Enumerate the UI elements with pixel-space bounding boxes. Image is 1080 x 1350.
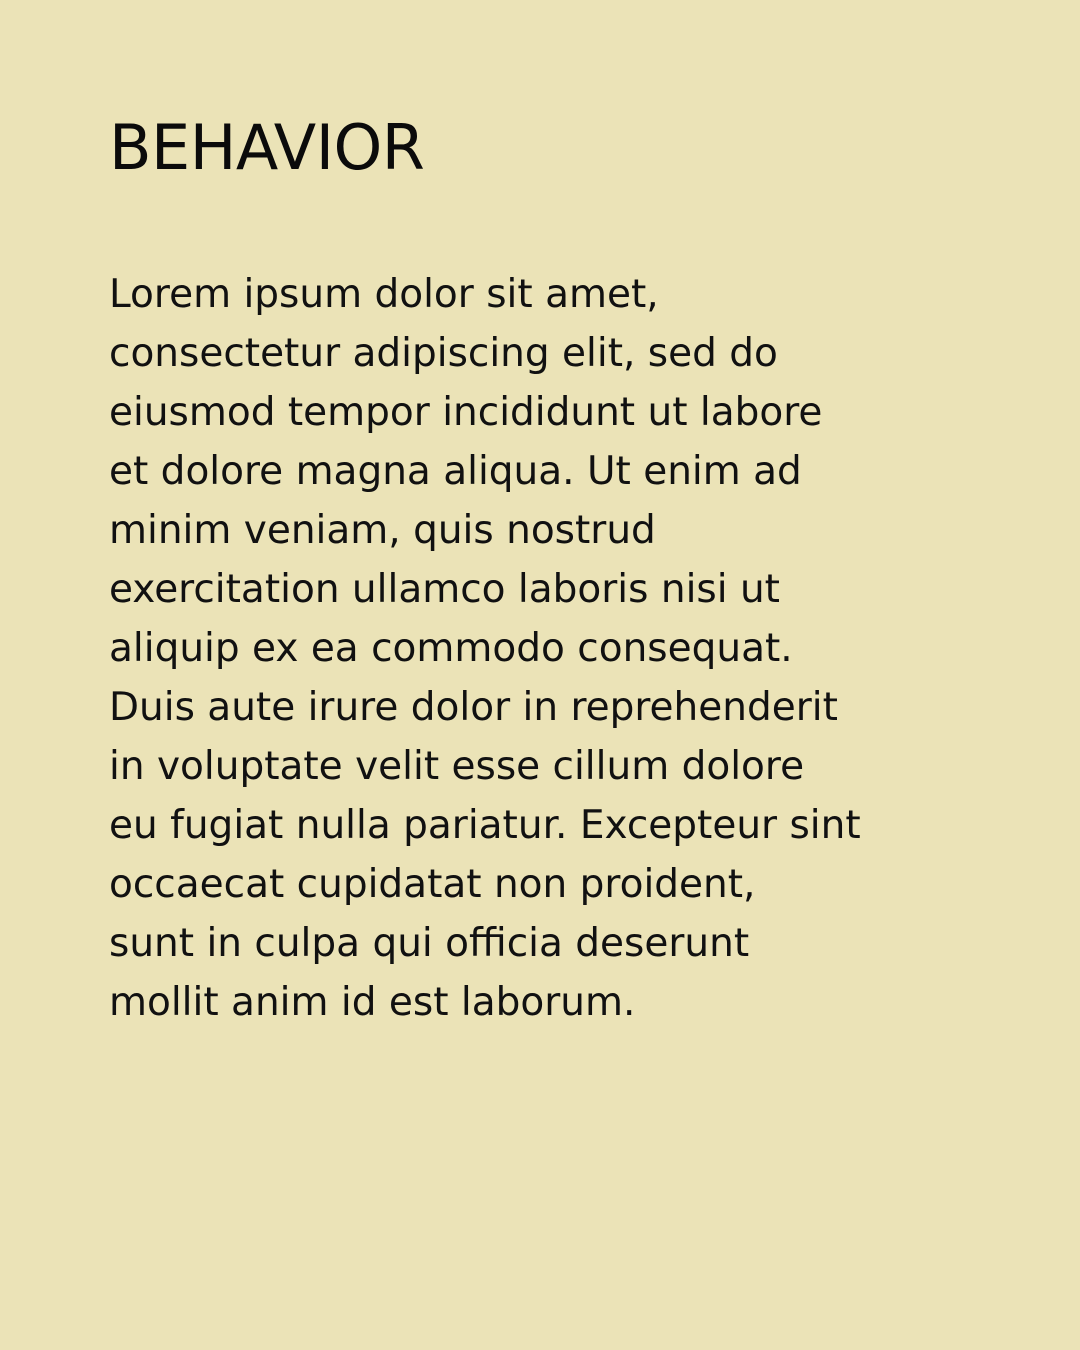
body-line: Duis aute irure dolor in reprehenderit	[109, 685, 838, 730]
body-line: minim veniam, quis nostrud	[109, 508, 656, 553]
body-line: in voluptate velit esse cillum dolore	[109, 744, 805, 789]
body-line: consectetur adipiscing elit, sed do	[109, 331, 778, 376]
page-title: BEHAVIOR	[109, 111, 425, 184]
body-line: sunt in culpa qui officia deserunt	[109, 921, 750, 966]
body-paragraph	[109, 265, 861, 1032]
body-line: aliquip ex ea commodo consequat.	[109, 626, 793, 671]
body-line: et dolore magna aliqua. Ut enim ad	[109, 449, 802, 494]
body-line: eiusmod tempor incididunt ut labore	[109, 390, 823, 435]
body-line: Lorem ipsum dolor sit amet,	[109, 272, 659, 317]
body-line: eu fugiat nulla pariatur. Excepteur sint	[109, 803, 861, 848]
body-line: mollit anim id est laborum.	[109, 980, 636, 1025]
body-line: exercitation ullamco laboris nisi ut	[109, 567, 780, 612]
body-line: occaecat cupidatat non proident,	[109, 862, 756, 907]
